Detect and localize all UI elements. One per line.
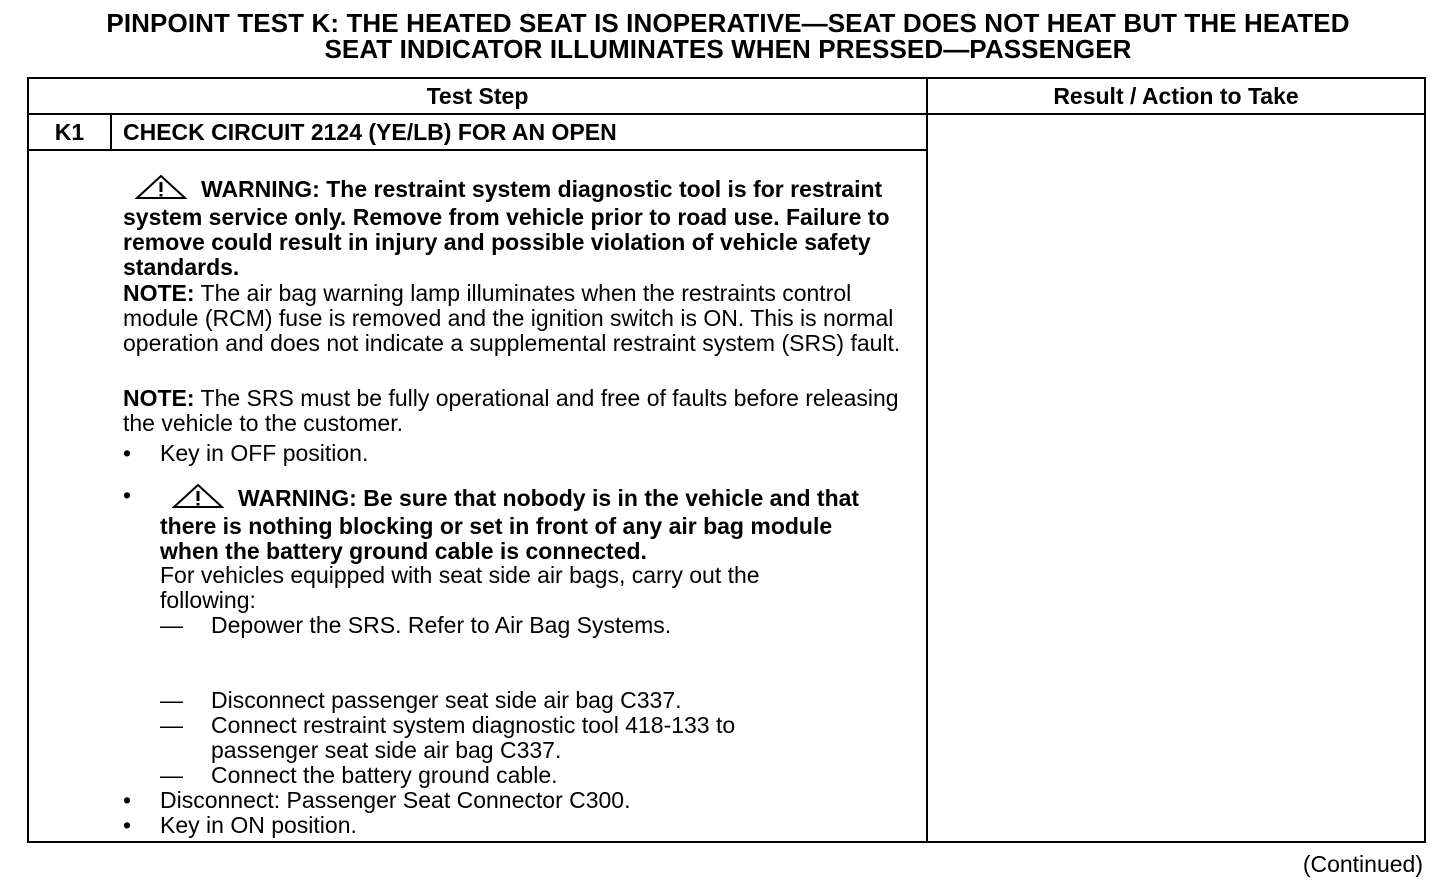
bullet-marker: •	[123, 440, 132, 466]
warning-triangle-icon	[172, 483, 224, 514]
note-srs-operational	[123, 386, 903, 436]
seat-side-intro: For vehicles equipped with seat side air bags, carry out the following:	[160, 562, 760, 613]
dash-marker: —	[160, 762, 183, 788]
bullet-key-on: Key in ON position.	[160, 812, 357, 838]
continued-label: (Continued)	[1302, 851, 1423, 877]
warning-restraint-tool	[123, 174, 913, 280]
warning-2-text: WARNING: Be sure that nobody is in the vehicle and that there is nothing blocking or set in front of any air bag module when the battery ground cable is connected.	[160, 485, 860, 564]
step-id: K1	[54, 119, 85, 145]
note-1-text: The air bag warning lamp illuminates when the restraints control module (RCM) fuse is removed and the ignition switch is ON. This is normal operation and does not indicate a supplemental restraint system (SRS) fault.	[123, 280, 901, 356]
note-1-label: NOTE:	[123, 280, 195, 306]
warning-1-label: WARNING:	[201, 176, 320, 202]
dash-item-connect-tool: Connect restraint system diagnostic tool 418-133 to passenger seat side air bag C337.	[211, 712, 736, 763]
bullet-marker: •	[123, 812, 132, 838]
result-action-cell	[928, 115, 1424, 841]
note-2-label: NOTE:	[123, 385, 195, 411]
note-2-text: The SRS must be fully operational and free of faults before releasing the vehicle to the customer.	[123, 385, 899, 436]
bullet-marker: •	[123, 787, 132, 813]
step-title: CHECK CIRCUIT 2124 (YE/LB) FOR AN OPEN	[123, 119, 617, 145]
step-id-divider	[110, 115, 112, 149]
dash-marker: —	[160, 612, 183, 638]
step-title-divider	[29, 149, 926, 151]
page-title-line-1: PINPOINT TEST K: THE HEATED SEAT IS INOPERATIVE—SEAT DOES NOT HEAT BUT THE HEATED	[106, 8, 1350, 38]
page-title	[0, 10, 1456, 62]
header-test-step: Test Step	[426, 83, 529, 109]
dash-marker: —	[160, 687, 183, 713]
warning-nobody-in-vehicle	[160, 483, 890, 564]
note-airbag-lamp	[123, 281, 903, 356]
bullet-disconnect-c300: Disconnect: Passenger Seat Connector C300.	[160, 787, 631, 813]
dash-item-battery-cable: Connect the battery ground cable.	[211, 762, 558, 788]
dash-item-disconnect-c337: Disconnect passenger seat side air bag C337.	[211, 687, 682, 713]
warning-1-text: The restraint system diagnostic tool is for restraint system service only. Remove from vehicle prior to road use. Failure to remove could result in injury and possible violation of vehicle safety standards.	[123, 176, 890, 280]
bullet-marker: •	[123, 482, 132, 508]
page-title-line-2: SEAT INDICATOR ILLUMINATES WHEN PRESSED—PASSENGER	[324, 34, 1132, 64]
dash-marker: —	[160, 712, 183, 738]
dash-item-depower: Depower the SRS. Refer to Air Bag Systems.	[211, 612, 672, 638]
header-result-action: Result / Action to Take	[1053, 83, 1299, 109]
bullet-key-off: Key in OFF position.	[160, 440, 369, 466]
warning-triangle-icon	[135, 174, 187, 205]
